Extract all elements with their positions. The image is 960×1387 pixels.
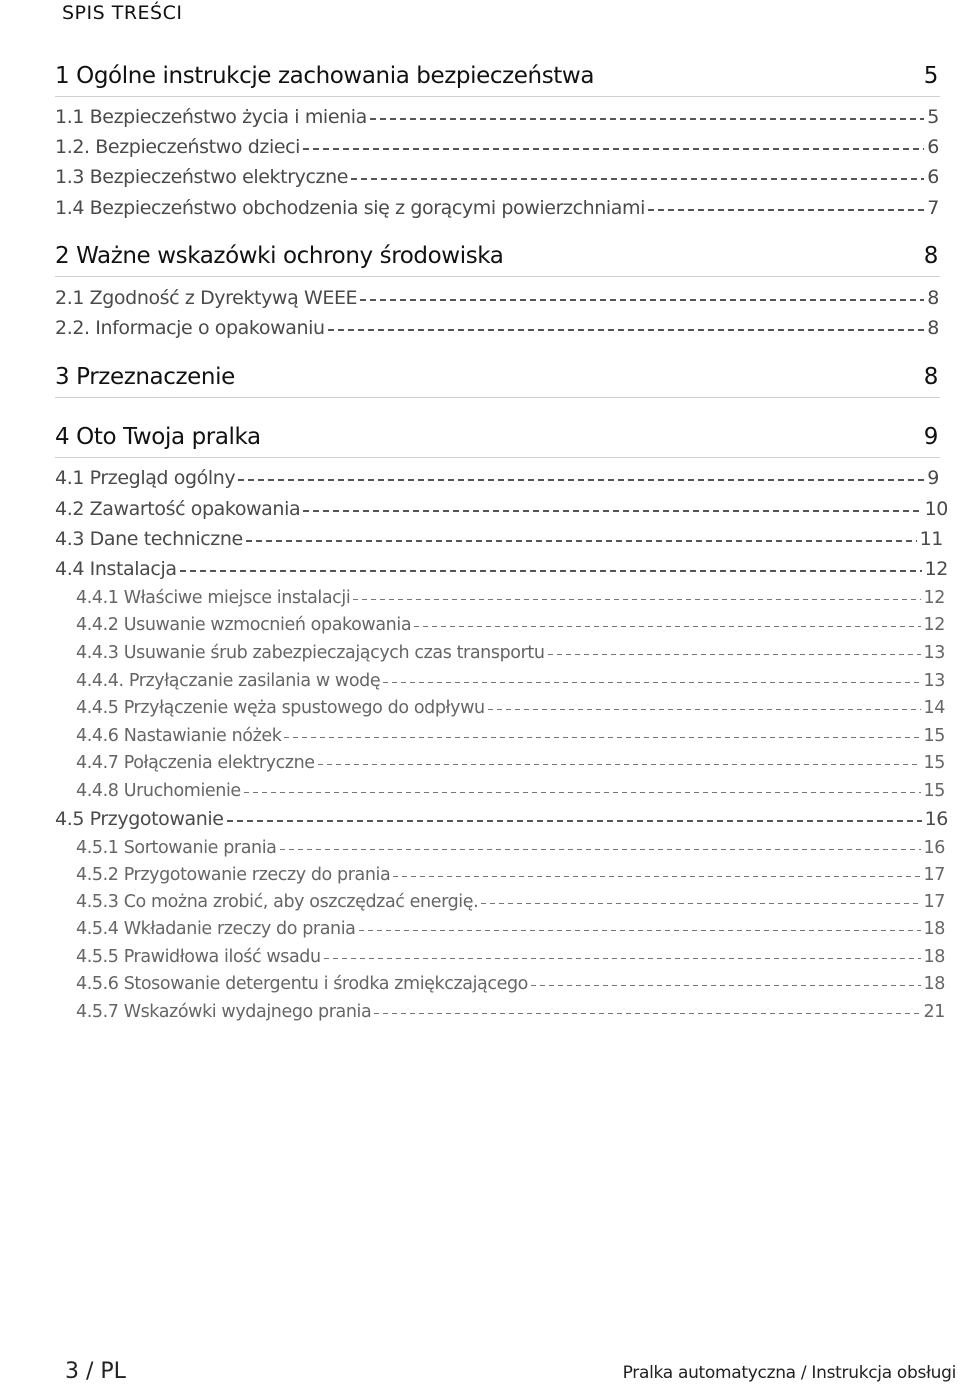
toc-entry-page: 12 [923,615,945,635]
toc-entry-label: 4.5.5 Prawidłowa ilość wsadu [76,947,321,967]
toc-entry-page: 17 [923,892,945,912]
dot-leader [393,876,920,878]
dot-leader [303,510,921,512]
toc-entry-page: 12 [923,588,945,608]
toc-entry[interactable] [55,496,948,522]
toc-subentry[interactable] [76,863,945,887]
toc-entry-label: 4.4.7 Połączenia elektryczne [76,753,315,773]
toc-entry-label: 2.1 Zgodność z Dyrektywą WEEE [55,287,358,309]
dot-leader [238,479,924,481]
dot-leader [370,118,924,120]
dot-leader [180,570,922,572]
toc-subentry[interactable] [76,641,945,665]
toc-subentry[interactable] [76,917,945,941]
toc-section-4[interactable] [55,417,940,458]
dot-leader [244,792,921,794]
toc-entry-label: 4.4.6 Nastawianie nóżek [76,726,282,746]
toc-entry-page: 7 [927,197,939,219]
footer-page-number: 3 / PL [65,1359,126,1384]
toc-entry-page: 12 [924,558,948,580]
dot-leader [481,903,920,905]
toc-entry-page: 11 [919,528,943,550]
toc-entry-page: 16 [924,808,948,830]
toc-subentry[interactable] [76,669,945,693]
toc-section-page: 9 [923,424,938,450]
toc-entry-label: 1.4 Bezpieczeństwo obchodzenia się z gorącymi powierzchniami [55,197,646,219]
toc-entry-page: 15 [923,753,945,773]
toc-entry[interactable] [55,164,939,190]
toc-entry-label: 1.2. Bezpieczeństwo dzieci [55,136,301,158]
toc-entry-label: 4.5 Przygotowanie [55,808,224,830]
toc-entry-label: 4.1 Przegląd ogólny [55,467,236,489]
toc-entry[interactable] [55,556,948,582]
toc-entry-page: 18 [923,974,945,994]
toc-entry[interactable] [55,285,939,311]
dot-leader [353,599,920,601]
toc-section-label: 4 Oto Twoja pralka [55,424,261,450]
dot-leader [324,958,921,960]
toc-entry-page: 9 [927,467,939,489]
dot-leader [414,626,920,628]
toc-entry[interactable] [55,195,939,221]
toc-entry-label: 4.4.2 Usuwanie wzmocnień opakowania [76,615,412,635]
toc-entry-page: 15 [923,726,945,746]
toc-entry-page: 6 [927,166,939,188]
dot-leader [303,148,924,150]
toc-entry-page: 10 [924,498,948,520]
toc-title: SPIS TREŚCI [62,2,183,24]
toc-entry-label: 4.3 Dane techniczne [55,528,243,550]
toc-entry-page: 17 [923,865,945,885]
toc-entry-page: 15 [923,781,945,801]
toc-entry-label: 4.4.1 Właściwe miejsce instalacji [76,588,351,608]
dot-leader [531,985,921,987]
toc-section-3[interactable] [55,357,940,398]
toc-entry-page: 16 [923,838,945,858]
toc-entry[interactable] [55,806,948,832]
toc-subentry[interactable] [76,945,945,969]
dot-leader [246,540,917,542]
toc-entry-page: 6 [927,136,939,158]
toc-entry-label: 4.4.4. Przyłączanie zasilania w wodę [76,671,381,691]
toc-section-page: 8 [923,243,938,269]
footer-document-title: Pralka automatyczna / Instrukcja obsługi [622,1363,956,1383]
toc-entry-label: 4.4.8 Uruchomienie [76,781,241,801]
dot-leader [359,930,921,932]
toc-entry-label: 4.5.1 Sortowanie prania [76,838,277,858]
toc-section-page: 8 [923,364,938,390]
toc-section-label: 2 Ważne wskazówki ochrony środowiska [55,243,504,269]
toc-entry[interactable] [55,315,939,341]
toc-entry-label: 4.4.5 Przyłączenie węża spustowego do odpływu [76,698,485,718]
toc-entry[interactable] [55,465,939,491]
dot-leader [328,329,925,331]
toc-subentry[interactable] [76,1000,945,1024]
toc-entry-label: 4.4 Instalacja [55,558,177,580]
toc-entry-label: 4.5.3 Co można zrobić, aby oszczędzać energię. [76,892,479,912]
toc-entry[interactable] [55,104,939,130]
dot-leader [383,682,920,684]
toc-entry-page: 8 [927,317,939,339]
toc-entry-label: 1.1 Bezpieczeństwo życia i mienia [55,106,367,128]
toc-entry-label: 4.2 Zawartość opakowania [55,498,301,520]
toc-entry[interactable] [55,526,943,552]
toc-entry-label: 4.5.4 Wkładanie rzeczy do prania [76,919,356,939]
toc-entry-label: 4.5.6 Stosowanie detergentu i środka zmiękczającego [76,974,528,994]
toc-section-label: 1 Ogólne instrukcje zachowania bezpieczeństwa [55,63,595,89]
dot-leader [227,820,922,822]
toc-entry[interactable] [55,134,939,160]
toc-subentry[interactable] [76,696,945,720]
toc-subentry[interactable] [76,613,945,637]
toc-subentry[interactable] [76,751,945,775]
toc-section-page: 5 [923,63,938,89]
toc-entry-page: 5 [927,106,939,128]
toc-entry-page: 18 [923,919,945,939]
dot-leader [548,654,921,656]
dot-leader [284,737,920,739]
toc-entry-page: 8 [927,287,939,309]
toc-entry-label: 1.3 Bezpieczeństwo elektryczne [55,166,349,188]
toc-section-label: 3 Przeznaczenie [55,364,235,390]
dot-leader [360,299,924,301]
dot-leader [318,764,921,766]
toc-subentry[interactable] [76,779,945,803]
toc-entry-page: 13 [923,671,945,691]
dot-leader [648,209,924,211]
toc-entry-page: 14 [923,698,945,718]
toc-entry-label: 4.5.2 Przygotowanie rzeczy do prania [76,865,391,885]
toc-subentry[interactable] [76,586,945,610]
toc-entry-label: 4.5.7 Wskazówki wydajnego prania [76,1002,372,1022]
toc-section-2[interactable] [55,236,940,277]
toc-entry-page: 13 [923,643,945,663]
dot-leader [351,178,924,180]
toc-entry-label: 2.2. Informacje o opakowaniu [55,317,325,339]
toc-subentry[interactable] [76,890,945,914]
toc-entry-page: 18 [923,947,945,967]
dot-leader [488,709,921,711]
dot-leader [374,1013,920,1015]
toc-subentry[interactable] [76,836,945,860]
toc-section-1[interactable] [55,56,940,97]
toc-subentry[interactable] [76,972,945,996]
toc-entry-page: 21 [923,1002,945,1022]
dot-leader [280,849,921,851]
toc-subentry[interactable] [76,724,945,748]
toc-entry-label: 4.4.3 Usuwanie śrub zabezpieczających czas transportu [76,643,545,663]
